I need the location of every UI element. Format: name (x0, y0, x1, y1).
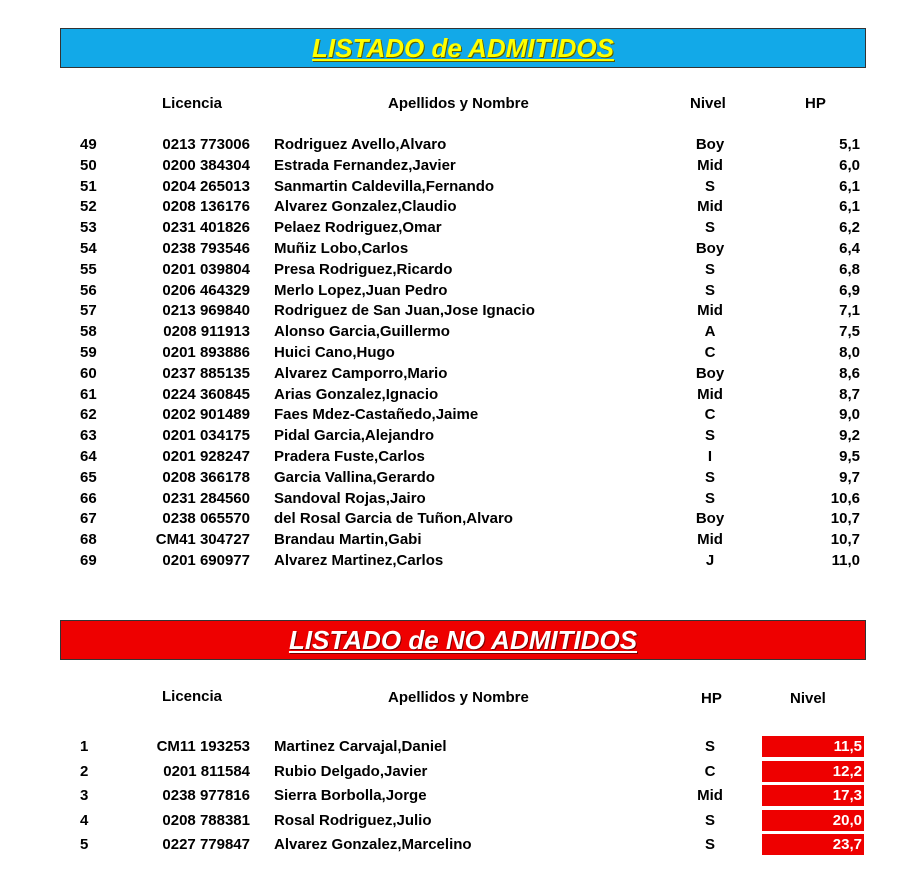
nombre-cell: Sierra Borbolla,Jorge (274, 787, 427, 805)
nivel-cell: Mid (697, 531, 723, 549)
hp-cell: 9,5 (839, 448, 860, 465)
nombre-cell: Rosal Rodriguez,Julio (274, 811, 432, 829)
row-number: 67 (80, 510, 97, 528)
licencia-cell: 0208 366178 (162, 468, 250, 486)
nivel-cell: 11,5 (762, 736, 864, 757)
row-number: 56 (80, 281, 97, 299)
hp-cell: 10,7 (830, 510, 860, 528)
table-row (0, 488, 924, 509)
nivel-cell: 17,3 (762, 785, 864, 806)
nivel-cell: S (704, 260, 715, 278)
table-row (0, 834, 924, 855)
nivel-cell: S (704, 177, 715, 195)
hp-cell: 6,9 (839, 281, 860, 299)
admitted-header-licencia: Licencia (162, 95, 223, 112)
hp-cell: Mid (697, 787, 723, 805)
licencia-cell: 0213 773006 (162, 136, 250, 153)
licencia-cell: 0213 969840 (162, 302, 250, 320)
nivel-cell: Mid (697, 198, 723, 216)
licencia-cell: 0204 265013 (162, 177, 250, 195)
hp-cell: 11,0 (831, 552, 860, 569)
table-row (0, 196, 924, 217)
row-number: 4 (80, 811, 89, 829)
row-number: 57 (80, 302, 97, 320)
nombre-cell: Garcia Vallina,Gerardo (274, 468, 435, 486)
table-row (0, 467, 924, 488)
licencia-cell: 0231 401826 (162, 219, 250, 237)
admitted-header-hp: HP (805, 95, 826, 112)
hp-cell: 6,4 (839, 240, 860, 257)
hp-cell: S (704, 836, 715, 854)
row-number: 63 (80, 427, 97, 445)
nivel-cell: A (704, 323, 716, 341)
row-number: 69 (80, 552, 97, 569)
hp-cell: 6,1 (839, 177, 860, 195)
nivel-cell: C (704, 406, 716, 424)
table-row (0, 384, 924, 405)
licencia-cell: CM41 304727 (155, 531, 250, 549)
nivel-cell: S (704, 489, 715, 507)
table-row (0, 446, 924, 467)
nombre-cell: Arias Gonzalez,Ignacio (274, 385, 439, 403)
hp-cell: 8,7 (839, 385, 860, 403)
licencia-cell: 0202 901489 (162, 406, 250, 424)
licencia-cell: 0201 690977 (162, 552, 250, 569)
row-number: 64 (80, 448, 97, 465)
table-row (0, 785, 924, 806)
table-row (0, 810, 924, 831)
table-row (0, 176, 924, 197)
hp-cell: S (704, 738, 715, 755)
nivel-cell: Mid (697, 156, 723, 174)
admitted-header-nivel: Nivel (690, 95, 726, 112)
table-row (0, 404, 924, 425)
row-number: 54 (80, 240, 97, 257)
nivel-cell: C (704, 344, 716, 361)
nombre-cell: Alonso Garcia,Guillermo (274, 323, 450, 341)
nivel-cell: 20,0 (762, 810, 864, 831)
hp-cell: C (704, 762, 716, 780)
nivel-cell: Mid (697, 302, 723, 320)
rejected-header-nivel: Nivel (790, 690, 826, 707)
row-number: 60 (80, 364, 97, 382)
nivel-cell: I (707, 448, 713, 465)
licencia-cell: 0238 977816 (162, 787, 250, 805)
hp-cell: S (704, 811, 715, 829)
nivel-cell: S (704, 219, 715, 237)
licencia-cell: 0237 885135 (162, 364, 250, 382)
row-number: 1 (80, 738, 89, 755)
licencia-cell: 0201 039804 (162, 260, 250, 278)
hp-cell: 6,1 (839, 198, 860, 216)
nombre-cell: Sanmartin Caldevilla,Fernando (274, 177, 495, 195)
nombre-cell: Rodriguez de San Juan,Jose Ignacio (274, 302, 535, 320)
row-number: 50 (80, 156, 97, 174)
licencia-cell: 0200 384304 (162, 156, 250, 174)
table-row (0, 217, 924, 238)
nombre-cell: Martinez Carvajal,Daniel (274, 738, 447, 755)
row-number: 49 (80, 136, 97, 153)
rejected-header-hp: HP (701, 690, 722, 707)
licencia-cell: 0208 911913 (163, 323, 250, 341)
nombre-cell: Alvarez Camporro,Mario (274, 364, 448, 382)
nivel-cell: S (704, 281, 715, 299)
nombre-cell: Merlo Lopez,Juan Pedro (274, 281, 448, 299)
hp-cell: 7,1 (839, 302, 860, 320)
hp-cell: 8,6 (839, 364, 860, 382)
hp-cell: 5,1 (839, 136, 860, 153)
nombre-cell: Rubio Delgado,Javier (274, 762, 428, 780)
nivel-cell: Boy (695, 136, 725, 153)
licencia-cell: 0208 136176 (162, 198, 250, 216)
nivel-cell: Boy (695, 364, 725, 382)
nivel-cell: 12,2 (762, 761, 864, 782)
row-number: 58 (80, 323, 97, 341)
hp-cell: 10,6 (830, 489, 860, 507)
row-number: 62 (80, 406, 97, 424)
rejected-header-nombre: Apellidos y Nombre (388, 689, 529, 706)
hp-cell: 9,7 (839, 468, 860, 486)
table-row (0, 342, 924, 363)
licencia-cell: 0201 928247 (162, 448, 250, 465)
licencia-cell: 0201 034175 (162, 427, 250, 445)
row-number: 55 (80, 260, 97, 278)
nombre-cell: Estrada Fernandez,Javier (274, 156, 456, 174)
row-number: 52 (80, 198, 97, 216)
hp-cell: 6,8 (839, 260, 860, 278)
table-row (0, 508, 924, 529)
nombre-cell: Alvarez Gonzalez,Marcelino (274, 836, 472, 854)
table-row (0, 363, 924, 384)
nombre-cell: Brandau Martin,Gabi (274, 531, 422, 549)
hp-cell: 9,2 (839, 427, 860, 445)
licencia-cell: 0201 811584 (163, 762, 250, 780)
nivel-cell: J (705, 552, 715, 569)
row-number: 5 (80, 836, 89, 854)
row-number: 68 (80, 531, 97, 549)
licencia-cell: 0238 065570 (162, 510, 250, 528)
row-number: 65 (80, 468, 97, 486)
licencia-cell: 0231 284560 (162, 489, 250, 507)
table-row (0, 761, 924, 782)
nivel-cell: S (704, 468, 715, 486)
nombre-cell: Faes Mdez-Castañedo,Jaime (274, 406, 479, 424)
rejected-header-licencia: Licencia (162, 688, 223, 705)
table-row (0, 736, 924, 757)
table-row (0, 259, 924, 280)
admitted-title: LISTADO de ADMITIDOS (60, 28, 866, 68)
row-number: 53 (80, 219, 97, 237)
row-number: 51 (80, 177, 97, 195)
licencia-cell: 0238 793546 (162, 240, 250, 257)
rejected-title: LISTADO de NO ADMITIDOS (60, 620, 866, 660)
nombre-cell: Pidal Garcia,Alejandro (274, 427, 435, 445)
row-number: 2 (80, 762, 89, 780)
admitted-header-nombre: Apellidos y Nombre (388, 95, 529, 112)
nombre-cell: Presa Rodriguez,Ricardo (274, 260, 453, 278)
nombre-cell: Pradera Fuste,Carlos (274, 448, 425, 465)
nombre-cell: Huici Cano,Hugo (274, 344, 395, 361)
licencia-cell: 0227 779847 (162, 836, 250, 854)
nombre-cell: Rodriguez Avello,Alvaro (274, 136, 447, 153)
table-row (0, 300, 924, 321)
table-row (0, 134, 924, 155)
licencia-cell: 0224 360845 (162, 385, 250, 403)
licencia-cell: 0201 893886 (162, 344, 250, 361)
nombre-cell: Alvarez Martinez,Carlos (274, 552, 444, 569)
table-row (0, 529, 924, 550)
nombre-cell: Muñiz Lobo,Carlos (274, 240, 409, 257)
nombre-cell: Alvarez Gonzalez,Claudio (274, 198, 457, 216)
nombre-cell: del Rosal Garcia de Tuñon,Alvaro (274, 510, 513, 528)
row-number: 66 (80, 489, 97, 507)
nivel-cell: Boy (695, 240, 725, 257)
nivel-cell: Mid (697, 385, 723, 403)
hp-cell: 10,7 (830, 531, 860, 549)
nombre-cell: Pelaez Rodriguez,Omar (274, 219, 442, 237)
table-row (0, 280, 924, 301)
licencia-cell: 0208 788381 (162, 811, 250, 829)
licencia-cell: CM11 193253 (156, 738, 250, 755)
hp-cell: 6,2 (839, 219, 860, 237)
row-number: 61 (80, 385, 97, 403)
hp-cell: 6,0 (839, 156, 860, 174)
table-row (0, 238, 924, 259)
table-row (0, 550, 924, 571)
table-row (0, 321, 924, 342)
table-row (0, 155, 924, 176)
nombre-cell: Sandoval Rojas,Jairo (274, 489, 426, 507)
hp-cell: 9,0 (839, 406, 860, 424)
hp-cell: 8,0 (839, 344, 860, 361)
row-number: 3 (80, 787, 89, 805)
nivel-cell: 23,7 (762, 834, 864, 855)
nivel-cell: Boy (695, 510, 725, 528)
licencia-cell: 0206 464329 (162, 281, 250, 299)
hp-cell: 7,5 (839, 323, 860, 341)
nivel-cell: S (704, 427, 715, 445)
row-number: 59 (80, 344, 97, 361)
table-row (0, 425, 924, 446)
